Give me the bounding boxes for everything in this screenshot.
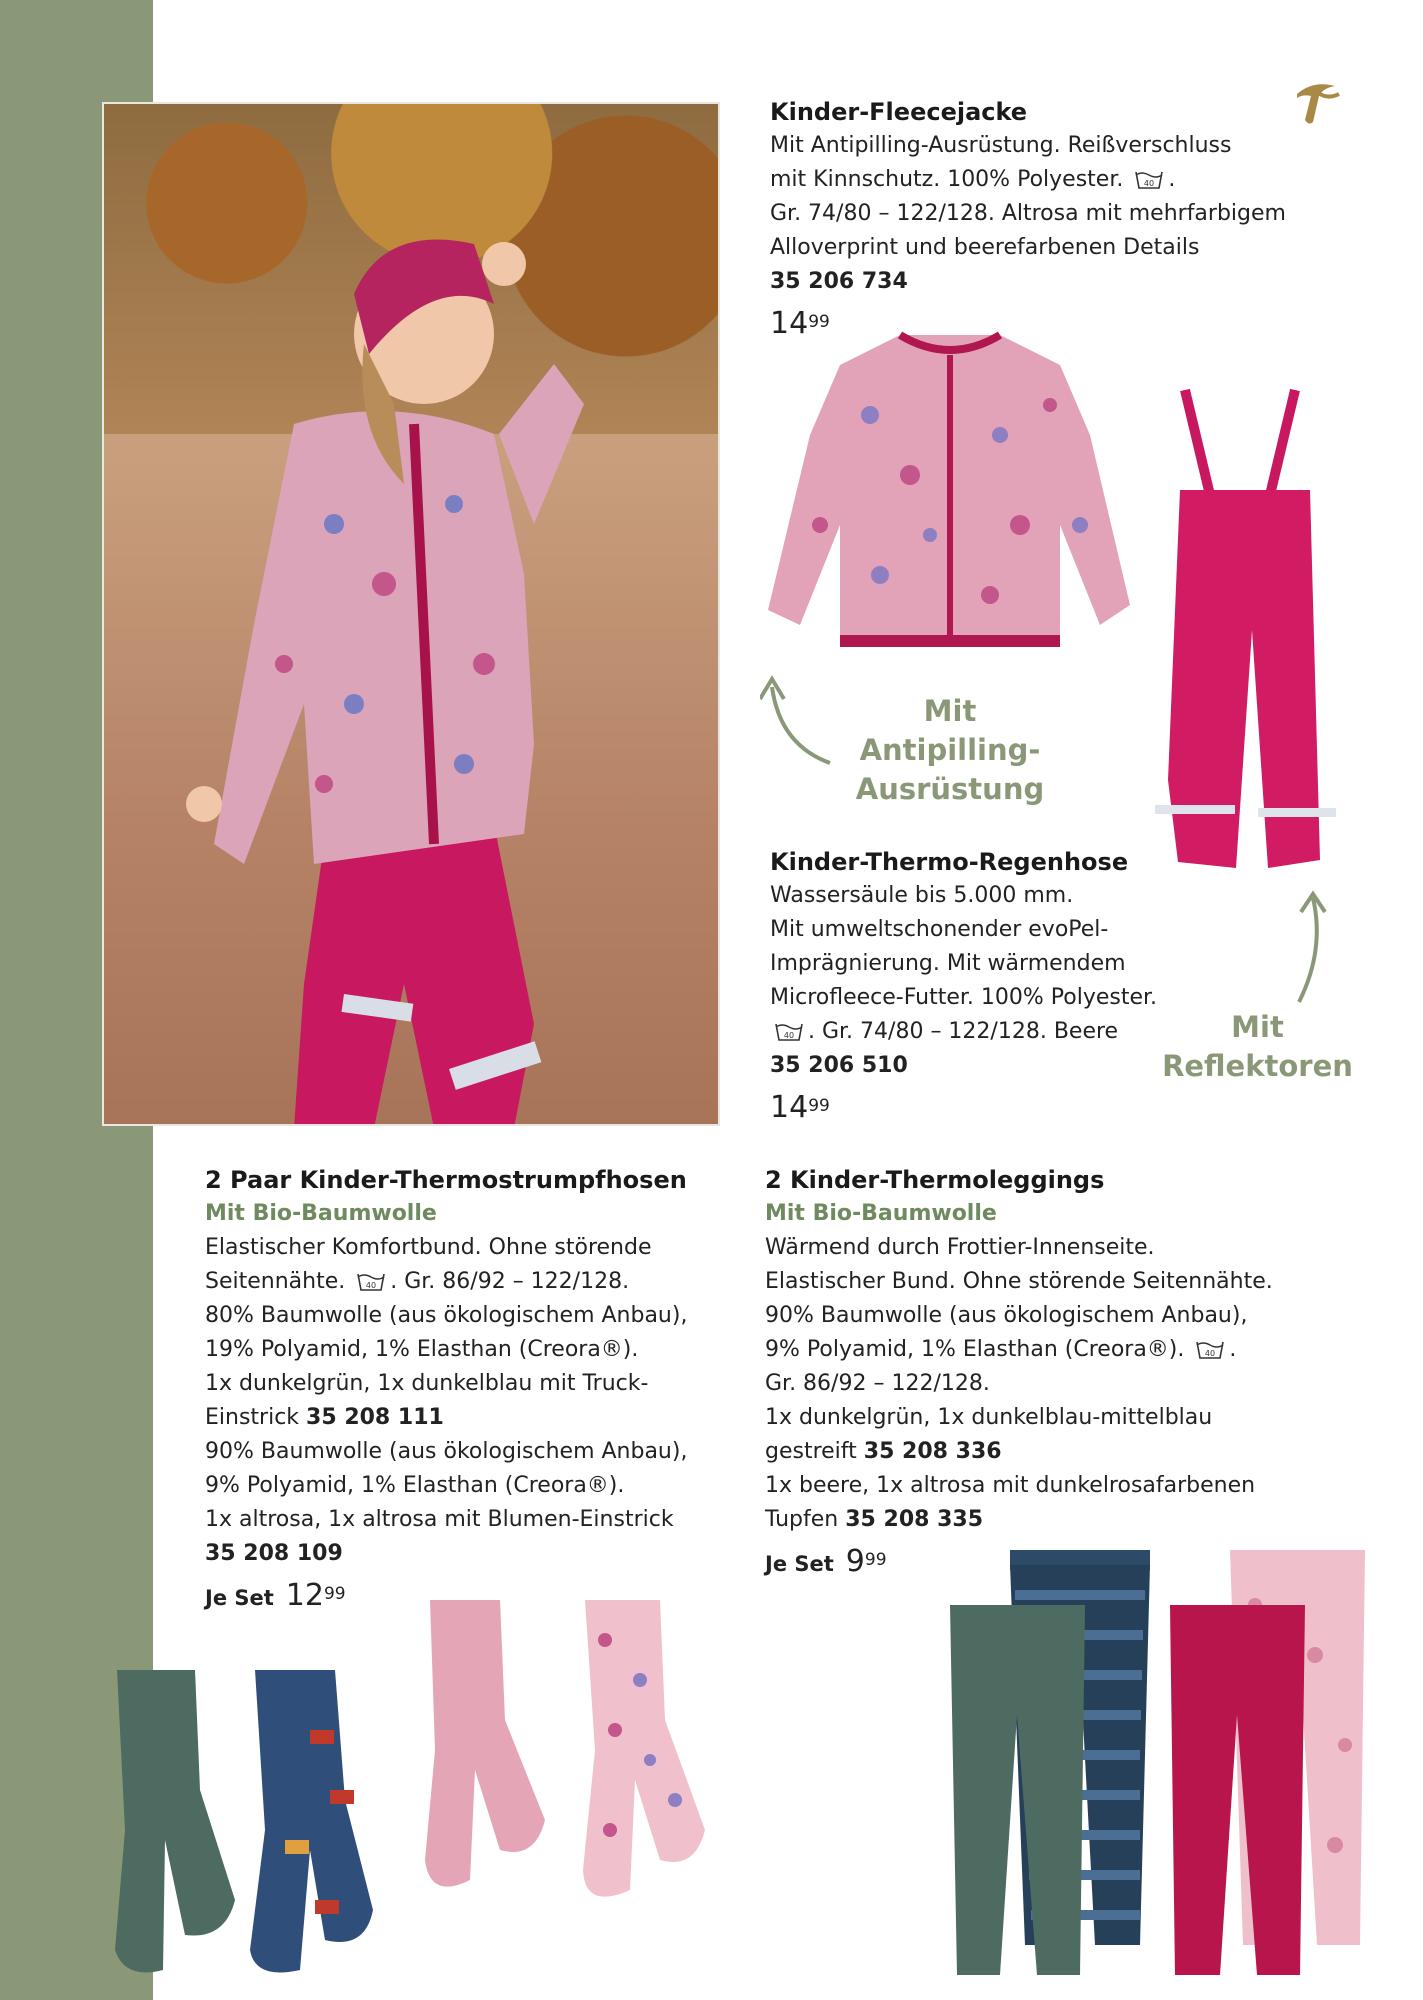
leggings-line: Gr. 86/92 – 122/128. [765, 1371, 990, 1396]
wash-label: 40 [1144, 179, 1155, 188]
leggings-line-text: gestreift [765, 1439, 857, 1464]
strumpfhosen-line-text: Seitennähte. [205, 1269, 346, 1294]
price-main: 14 [770, 1090, 809, 1125]
leggings-line: 90% Baumwolle (aus ökologischem Anbau), [765, 1303, 1248, 1328]
strumpfhosen-line: Elastischer Komfortbund. Ohne störende [205, 1235, 652, 1260]
regenhose-line: Mit umweltschonender evoPel- [770, 917, 1109, 942]
fleecejacke-line: Gr. 74/80 – 122/128. Altrosa mit mehrfarbigem [770, 201, 1286, 226]
callout-line: Ausrüstung [855, 772, 1045, 806]
regenhose-line [770, 1015, 1170, 1049]
price-main: 12 [285, 1578, 324, 1613]
callout-line: Mit [923, 694, 977, 728]
arrow-up-icon [1285, 890, 1335, 1010]
strumpfhosen-product-image [105, 1580, 725, 1980]
regenhose-article-number: 35 206 510 [770, 1053, 908, 1078]
price-main: 9 [845, 1544, 865, 1579]
strumpfhosen-line: 1x dunkelgrün, 1x dunkelblau mit Truck- [205, 1371, 649, 1396]
strumpfhosen-article-number: 35 208 109 [205, 1541, 343, 1566]
strumpfhosen-subtitle: Mit Bio-Baumwolle [205, 1201, 437, 1226]
hero-photo [102, 102, 720, 1126]
wash-40-icon [774, 1021, 804, 1043]
reflektoren-callout [1150, 1008, 1365, 1086]
je-set-label: Je Set [765, 1552, 834, 1576]
wash-40-icon [1195, 1339, 1225, 1361]
wash-label: 40 [1205, 1349, 1216, 1358]
strumpfhosen-line [205, 1265, 745, 1299]
regenhose-title: Kinder-Thermo-Regenhose [770, 848, 1129, 876]
wash-40-icon [356, 1271, 386, 1293]
leggings-line: Elastischer Bund. Ohne störende Seitennähte. [765, 1269, 1273, 1294]
price-cents: 99 [864, 1550, 887, 1570]
regenhose-price [770, 1091, 1170, 1125]
child-illustration [104, 104, 720, 1126]
fleecejacke-title: Kinder-Fleecejacke [770, 98, 1028, 126]
strumpfhosen-article-number: 35 208 111 [306, 1405, 444, 1430]
wash-40-icon [1134, 169, 1164, 191]
strumpfhosen-line-text: Einstrick [205, 1405, 300, 1430]
price-cents: 99 [808, 312, 830, 332]
strumpfhosen-line: 80% Baumwolle (aus ökologischem Anbau), [205, 1303, 688, 1328]
wash-label: 40 [783, 1031, 795, 1040]
leggings-line-text: 9% Polyamid, 1% Elasthan (Creora®). [765, 1337, 1185, 1362]
strumpfhosen-line [205, 1401, 745, 1435]
fleecejacke-line: mit Kinnschutz. 100% Polyester. 40 . [770, 167, 1176, 192]
strumpfhosen-description [205, 1163, 745, 1615]
leggings-line: 9% Polyamid, 1% Elasthan (Creora®). 40 . [765, 1337, 1237, 1362]
antipilling-callout [840, 692, 1060, 809]
strumpfhosen-line: 1x altrosa, 1x altrosa mit Blumen-Einstrick [205, 1507, 674, 1532]
fleecejacke-product-image [760, 325, 1140, 655]
leggings-article-number: 35 208 336 [863, 1439, 1002, 1464]
leggings-article-number: 35 208 335 [845, 1507, 984, 1532]
regenhose-line: Wassersäule bis 5.000 mm. [770, 883, 1074, 908]
strumpfhosen-line: 9% Polyamid, 1% Elasthan (Creora®). [205, 1473, 625, 1498]
price-main: 14 [770, 306, 809, 341]
arrow-up-left-icon [760, 675, 850, 775]
leggings-line [765, 1503, 1325, 1537]
strumpfhosen-title: 2 Paar Kinder-Thermostrumpfhosen [205, 1166, 687, 1194]
je-set-label: Je Set [205, 1586, 274, 1610]
regenhose-line-text: . Gr. 74/80 – 122/128. Beere [808, 1019, 1119, 1044]
fleecejacke-line: Alloverprint und beerefarbenen Details [770, 235, 1200, 260]
fleecejacke-line: Mit Antipilling-Ausrüstung. Reißverschluss [770, 133, 1232, 158]
regenhose-line: Microfleece-Futter. 100% Polyester. [770, 985, 1158, 1010]
brand-logo-icon [1283, 70, 1347, 134]
callout-line: Antipilling- [859, 733, 1041, 767]
fleecejacke-article-number: 35 206 734 [770, 269, 908, 294]
strumpfhosen-line-text: . Gr. 86/92 – 122/128. [390, 1269, 630, 1294]
fleecejacke-line-text: mit Kinnschutz. 100% Polyester. [770, 167, 1124, 192]
strumpfhosen-line: 90% Baumwolle (aus ökologischem Anbau), [205, 1439, 688, 1464]
regenhose-description [770, 845, 1170, 1125]
leggings-line [765, 1435, 1325, 1469]
callout-line: Mit [1231, 1010, 1284, 1044]
leggings-line: Wärmend durch Frottier-Innenseite. [765, 1235, 1155, 1260]
fleecejacke-description [770, 95, 1290, 341]
leggings-title: 2 Kinder-Thermoleggings [765, 1166, 1105, 1194]
price-cents: 99 [808, 1096, 830, 1116]
strumpfhosen-line: 19% Polyamid, 1% Elasthan (Creora®). [205, 1337, 639, 1362]
leggings-line: 1x beere, 1x altrosa mit dunkelrosafarbenen [765, 1473, 1256, 1498]
callout-line: Reflektoren [1162, 1049, 1353, 1083]
regenhose-line: Imprägnierung. Mit wärmendem [770, 951, 1126, 976]
leggings-subtitle: Mit Bio-Baumwolle [765, 1201, 997, 1226]
leggings-line-text: Tupfen [765, 1507, 839, 1532]
leggings-description [765, 1163, 1325, 1581]
wash-label: 40 [366, 1281, 377, 1290]
price-cents: 99 [323, 1584, 346, 1604]
leggings-line: 1x dunkelgrün, 1x dunkelblau-mittelblau [765, 1405, 1213, 1430]
leggings-product-image [945, 1545, 1375, 1985]
regenhose-product-image [1140, 380, 1360, 880]
